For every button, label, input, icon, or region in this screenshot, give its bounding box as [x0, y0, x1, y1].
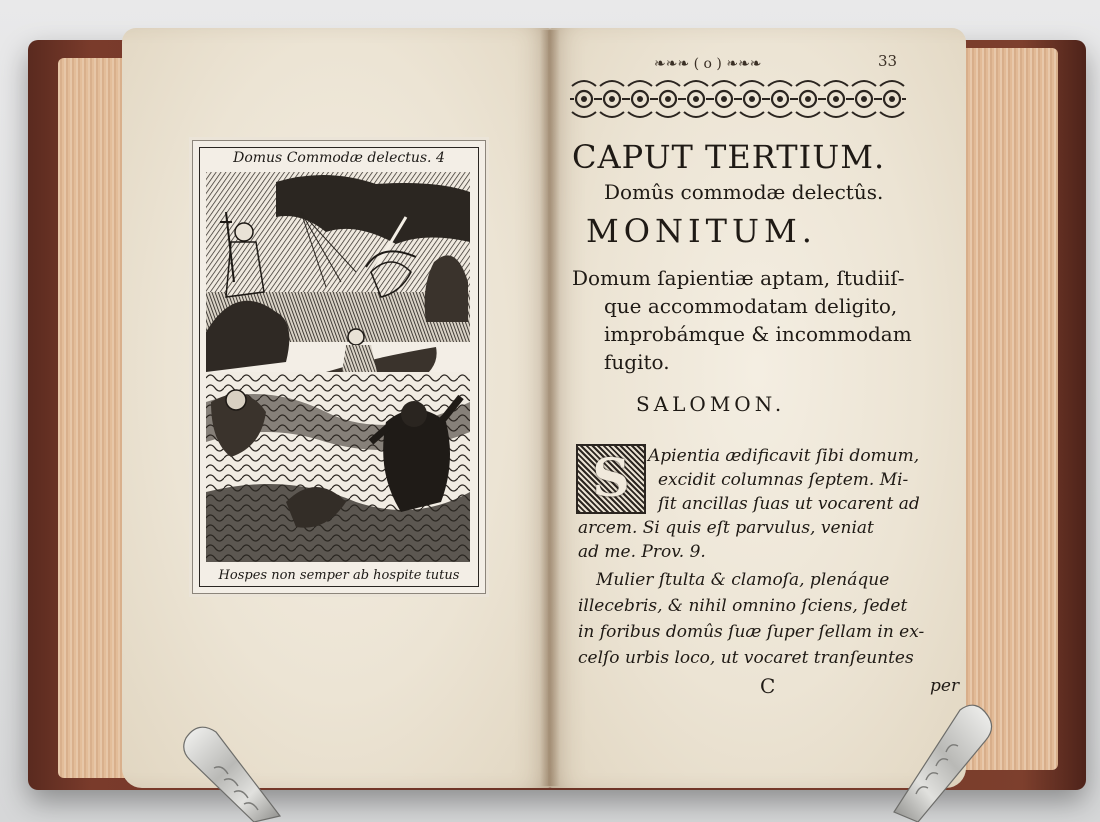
header-ornament: ❧❧❧ ( o ) ❧❧❧ [654, 56, 762, 72]
plate-title: Domus Commodæ delectus. 4 [233, 150, 445, 166]
monitum-line: fugito. [604, 350, 670, 374]
chapter-subtitle: Domûs commodæ delectûs. [604, 180, 884, 204]
quote-line: Mulier ſtulta & clamoſa, plenáque [596, 570, 890, 590]
plate-caption: Hospes non semper ab hospite tutus [218, 568, 460, 583]
monitum-heading: MONITUM. [586, 212, 817, 250]
monitum-line: que accommodatam deligito, [604, 294, 898, 318]
catchword: per [930, 676, 960, 696]
quote-line: ad me. Prov. 9. [578, 542, 706, 562]
quote-line: illecebris, & nihil omnino ſciens, ſedet [578, 596, 908, 616]
page-edges-right [958, 48, 1058, 770]
author-heading: SALOMON. [636, 392, 786, 416]
quote-line: in foribus domûs ſuæ ſuper ſellam in ex- [578, 622, 925, 642]
quote-line: arcem. Si quis eſt parvulus, veniat [578, 518, 874, 538]
plate-border [199, 147, 479, 587]
monitum-line: improbámque & incommodam [604, 322, 912, 346]
printers-ornament-band [570, 76, 906, 122]
signature-mark: C [760, 674, 776, 698]
quote-line: Apientia ædificavit ſibi domum, [648, 446, 920, 466]
drop-cap-letter: S [592, 448, 630, 509]
book-gutter [540, 30, 560, 786]
engraving-plate [192, 140, 486, 594]
drop-cap [576, 444, 646, 514]
right-page-clip [888, 700, 1000, 822]
page-number: 33 [878, 52, 898, 70]
page-edges-left [58, 58, 128, 778]
quote-line: ſit ancillas ſuas ut vocarent ad [658, 494, 920, 514]
quote-line: excidit columnas ſeptem. Mi- [658, 470, 909, 490]
chapter-title: CAPUT TERTIUM. [572, 138, 886, 176]
quote-line: celſo urbis loco, ut vocaret tranſeuntes [578, 648, 914, 668]
monitum-line: Domum ſapientiæ aptam, ſtudiiſ- [572, 266, 905, 290]
left-page-clip [176, 720, 286, 822]
engraving-illustration [206, 172, 470, 562]
